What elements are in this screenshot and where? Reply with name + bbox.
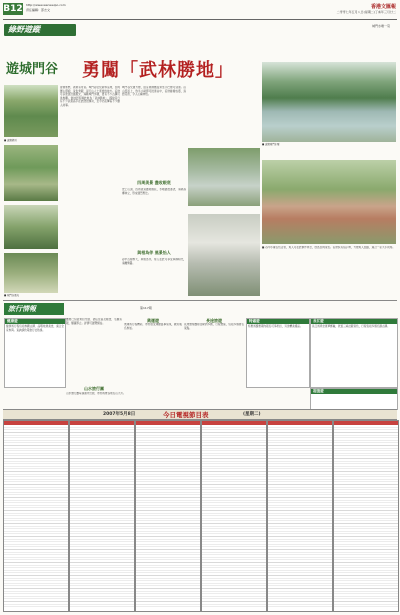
tv-title-bar <box>3 409 397 420</box>
box-text-4: 長途旅遊團前往歐洲多國，行程豐富，包括多個著名景點。 <box>184 323 244 330</box>
box-header-3: 長途旅遊 <box>206 318 222 323</box>
tv-listing-4 <box>202 425 266 609</box>
travel-column-2 <box>66 318 122 386</box>
photo-rocks <box>188 214 260 296</box>
travel-column-6 <box>310 318 398 388</box>
photo-caption-2: ■ 城門谷風光 <box>4 294 19 297</box>
date-line: 二零零七年五月八日(星期二)丁亥年三月廿二 <box>336 10 396 14</box>
photo-caption-1: ■ 遠眺梯田 <box>4 139 17 142</box>
tv-column-4 <box>201 420 267 612</box>
tv-column-6 <box>333 420 399 612</box>
editor-line: 責任編輯：邵志文 <box>26 8 51 12</box>
photo-terraces <box>4 85 58 137</box>
header-rule <box>3 19 397 20</box>
travel-banner <box>4 303 64 315</box>
travel-top-rule <box>3 300 397 301</box>
box-text-3: 奧運遊行程精彩，帶你感受運動盛事氣氛，歡迎報名參加。 <box>124 323 182 330</box>
travel-column-7 <box>310 388 398 410</box>
tv-column-2 <box>69 420 135 612</box>
article-column-4: 谷中古樹參天，與相為伴，遊人在此可享受寧靜時光，遠離繁囂。 <box>122 258 186 265</box>
travel-column-1 <box>4 318 66 388</box>
tv-column-1 <box>3 420 69 612</box>
box-header-2: 奧運遊 <box>147 318 159 323</box>
box-text-1: 健康遊行程包括參觀古蹟、品嚐地道美食，適合全家參與。查詢請致電旅行社熱線。 <box>6 325 64 332</box>
photo-river <box>188 148 260 206</box>
tv-listing-6 <box>334 425 398 609</box>
box-header-7: 超值遊 <box>311 389 397 394</box>
box-text-2: 團費已包括來回交通、酒店住宿及膳食，名額有限，額滿即止。詳情可瀏覽網站。 <box>66 318 122 325</box>
box-text-6: 長江遊乘坐豪華郵輪，欣賞三峽壯麗景色，行程包括多個名勝古蹟。 <box>312 325 390 328</box>
article-column-3: 登上山頂，四周美景盡收眼底，水塘碧波蕩漾，遠處高樓林立，形成強烈對比。 <box>122 188 186 195</box>
article-column-5: ■ 谷中小屋古色古香，遊人可在此稍作休息，欣賞四周景色。沿途設有指示牌，方便遊人認路，適合一家大小同遊。 <box>262 246 395 249</box>
photo-hut <box>262 160 396 244</box>
photo-reservoir <box>262 62 396 142</box>
tv-listing-2 <box>70 425 134 609</box>
travel-column-3 <box>124 318 182 386</box>
feature-banner-text: 綠野遊蹤 <box>8 25 40 34</box>
feature-banner <box>4 24 76 36</box>
tv-date: 2007年5月8日 <box>103 412 136 417</box>
feature-title: 遊城門谷 <box>6 62 59 77</box>
tv-listing-5 <box>268 425 332 609</box>
tv-column-5 <box>267 420 333 612</box>
box-header-1: 健康遊 <box>5 319 65 324</box>
photo-path <box>4 253 58 293</box>
box-text-5: 特惠遊優惠期內報名可享折扣，另送精美禮品。 <box>248 325 303 328</box>
box-text-7: 山水旅行團每逢週末出發，帶你遊覽各地名山大川。 <box>66 392 126 395</box>
box-header-4: 特惠遊 <box>247 319 309 324</box>
url-line: http://www.wenweipo.com <box>26 3 66 7</box>
article-column-2: 城門谷交通方便，由荃灣港鐵站乘坐小巴便可到達。沿山徑而上，約半小時即可抵達谷中，沿途綠樹成蔭，鳥語花香，令人心曠神怡。 <box>122 86 186 97</box>
tv-column-3 <box>135 420 201 612</box>
travel-column-5 <box>246 318 310 388</box>
masthead: 香港文匯報 <box>370 4 396 10</box>
box-header-5: 長江遊 <box>311 319 397 324</box>
tv-weekday: (星期二) <box>243 412 261 417</box>
page-number: B12 <box>3 4 23 14</box>
box-header-6: 山水旅行團 <box>84 386 104 391</box>
feature-top-note: 城門水塘一景 <box>371 24 390 28</box>
tv-listing-1 <box>4 425 68 609</box>
photo-caption-3: ■ 遠眺城門水塘 <box>262 143 280 146</box>
travel-banner-text: 旅行情報 <box>8 305 36 313</box>
article-column-1: 香港郊野，處處有奇景。城門谷位於新界荃灣，四周群山環抱，景色秀麗，是行山人士喜愛的地方。沿途可以欣賞田園風光，遠眺城門水塘，更有不少古蹟可供參觀。當地居民稱此地為「武林勝地」，據說昔日有不少武術高手在此隱居練功，至今仍流傳着不少動人故事。 <box>60 86 120 107</box>
photo-fields <box>4 145 58 201</box>
travel-subtitle: 第117期 <box>140 306 152 310</box>
subhead-1: 四周美景 盡收眼底 <box>137 180 171 185</box>
feature-headline: 勇闖「武林勝地」 <box>82 60 234 81</box>
photo-village <box>4 205 58 249</box>
subhead-2: 與相為伴 風景怡人 <box>137 250 171 255</box>
tv-title: 今日電視節目表 <box>163 411 209 419</box>
travel-column-4 <box>184 318 244 386</box>
tv-listing-3 <box>136 425 200 609</box>
